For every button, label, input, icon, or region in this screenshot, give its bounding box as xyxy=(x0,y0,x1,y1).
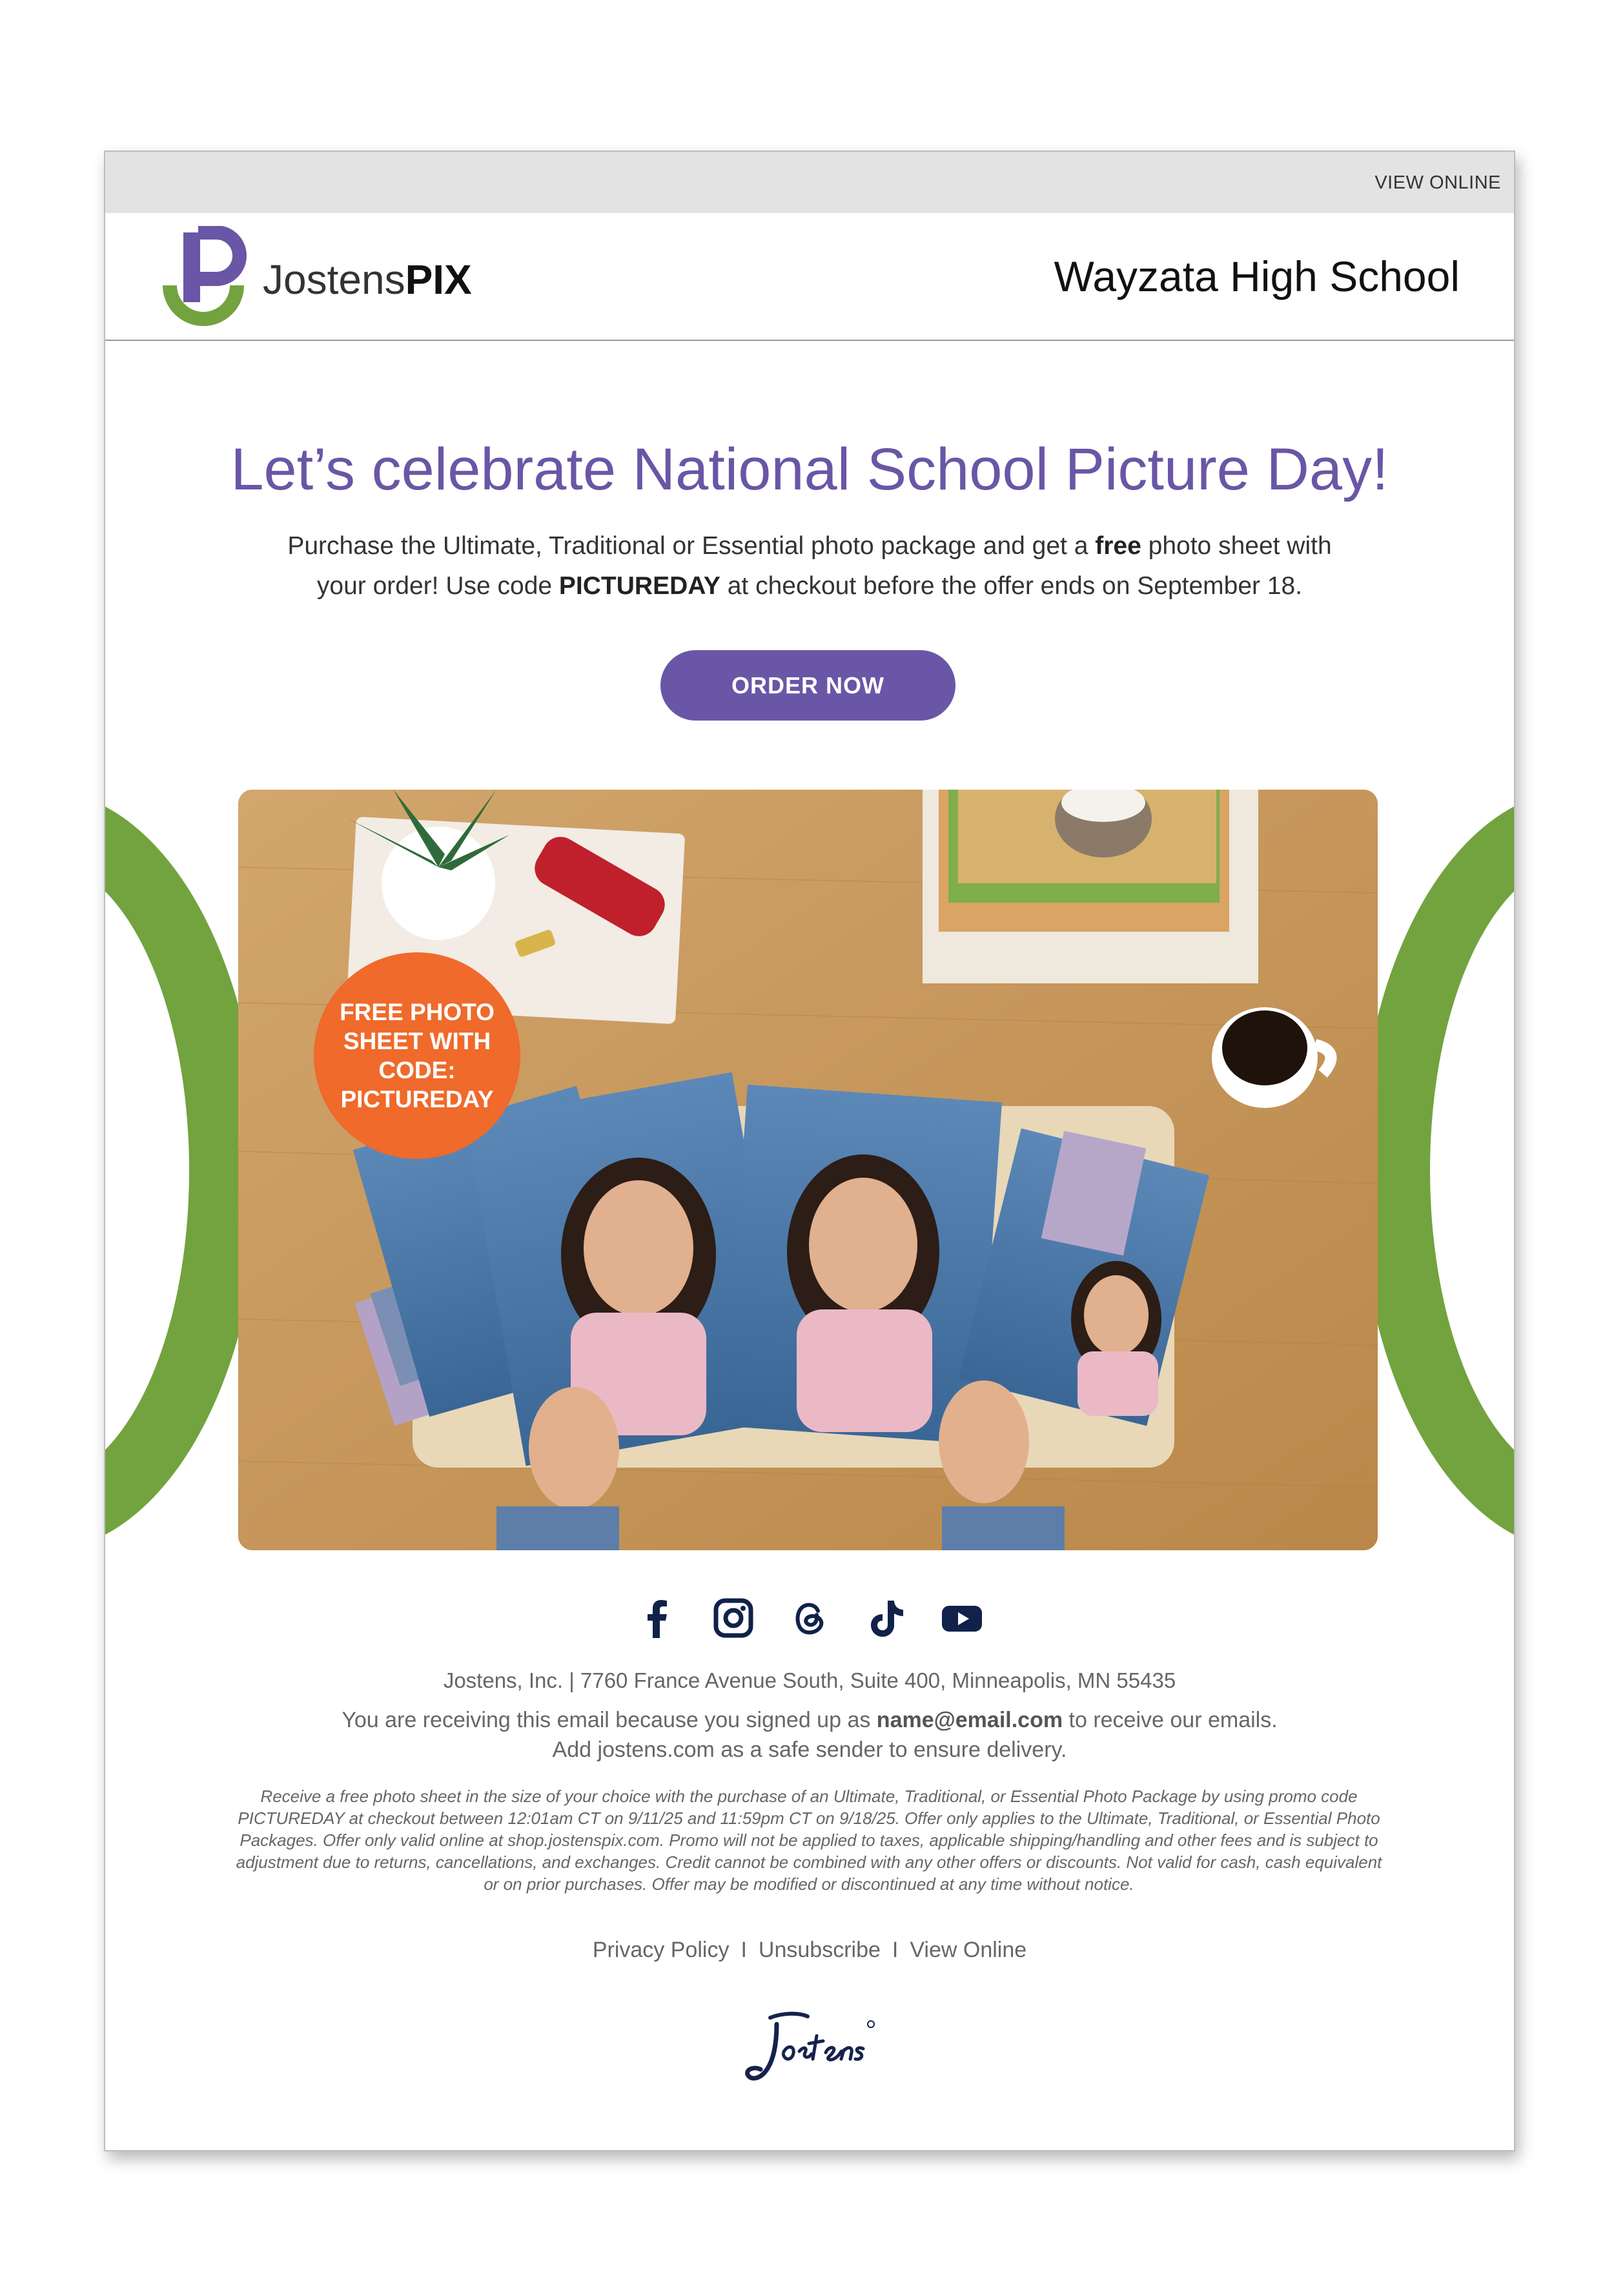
threads-icon[interactable] xyxy=(788,1597,831,1639)
order-now-button[interactable]: ORDER NOW xyxy=(660,650,955,721)
fine-print: Receive a free photo sheet in the size of your choice with the purchase of an Ultimate, Traditional, or Essential Photo Package by using promo code PICTUREDAY at checkout between 12:01am CT on 9/11/25 and 11:59pm CT on 9/18/25. Offer only applies to the Ultimate, Traditional, or Essential Photo Packages. Offer only valid online at shop.jostenspix.com. Promo will not be applied to taxes, applicable shipping/handling and other fees and is subject to adjustment due to returns, cancellations, and exchanges. Credit cannot be combined with any other offers or discounts. Not valid for cash, cash equivalent or on prior purchases. Offer may be modified or discontinued at any time without notice. xyxy=(236,1787,1382,1894)
green-arc-right xyxy=(1359,790,1515,1552)
youtube-icon[interactable] xyxy=(941,1597,983,1639)
jostens-script-logo-icon xyxy=(738,2005,880,2089)
privacy-policy-link[interactable]: Privacy Policy xyxy=(592,1938,730,1962)
jostenspix-logo[interactable] xyxy=(158,226,520,329)
headline: Let’s celebrate National School Picture Day! xyxy=(230,436,1389,502)
free-photo-badge: FREE PHOTO SHEET WITH CODE: PICTUREDAY xyxy=(314,952,520,1159)
footer-links xyxy=(105,1938,1514,1963)
receiving-part-1: You are receiving this email because you signed up as xyxy=(342,1708,877,1732)
logo-wordmark xyxy=(263,256,472,303)
link-separator: I xyxy=(741,1938,747,1962)
jostens-logo[interactable] xyxy=(738,2005,880,2089)
unsubscribe-link[interactable]: Unsubscribe xyxy=(758,1938,881,1962)
green-arc-left xyxy=(104,790,260,1552)
link-separator: I xyxy=(892,1938,899,1962)
social-links xyxy=(105,1597,1514,1639)
receiving-notice xyxy=(105,1705,1514,1765)
hero-photo-illustration xyxy=(238,790,1378,1550)
view-online-link-top[interactable]: VIEW ONLINE xyxy=(1374,172,1501,193)
email-header xyxy=(105,213,1514,341)
view-online-link-footer[interactable]: View Online xyxy=(910,1938,1027,1962)
instagram-icon[interactable] xyxy=(712,1597,755,1639)
company-address: Jostens, Inc. | 7760 France Avenue South, Suite 400, Minneapolis, MN 55435 xyxy=(443,1668,1176,1692)
email-card xyxy=(104,150,1515,2151)
promo-subtext xyxy=(267,526,1353,606)
subtext-free: free xyxy=(1095,532,1141,560)
tiktok-icon[interactable] xyxy=(864,1597,907,1639)
safe-sender-line: Add jostens.com as a safe sender to ensure delivery. xyxy=(552,1737,1067,1762)
hero-image[interactable] xyxy=(238,790,1378,1550)
receiving-part-2: to receive our emails. xyxy=(1063,1708,1278,1732)
facebook-icon[interactable] xyxy=(636,1597,679,1639)
subtext-part-3: at checkout before the offer ends on September 18. xyxy=(720,572,1303,600)
jostenspix-mark-icon xyxy=(158,226,249,329)
subtext-part-2: photo sheet with your order! Use code xyxy=(316,532,1332,600)
school-name: Wayzata High School xyxy=(1054,252,1460,300)
top-bar xyxy=(105,152,1514,213)
subtext-part-1: Purchase the Ultimate, Traditional or Essential photo package and get a xyxy=(287,532,1096,560)
promo-code: PICTUREDAY xyxy=(558,572,720,600)
logo-wordmark-prefix: Jostens xyxy=(263,256,405,303)
logo-wordmark-suffix: PIX xyxy=(405,256,472,303)
recipient-email: name@email.com xyxy=(876,1708,1063,1732)
receiving-line xyxy=(105,1705,1514,1735)
